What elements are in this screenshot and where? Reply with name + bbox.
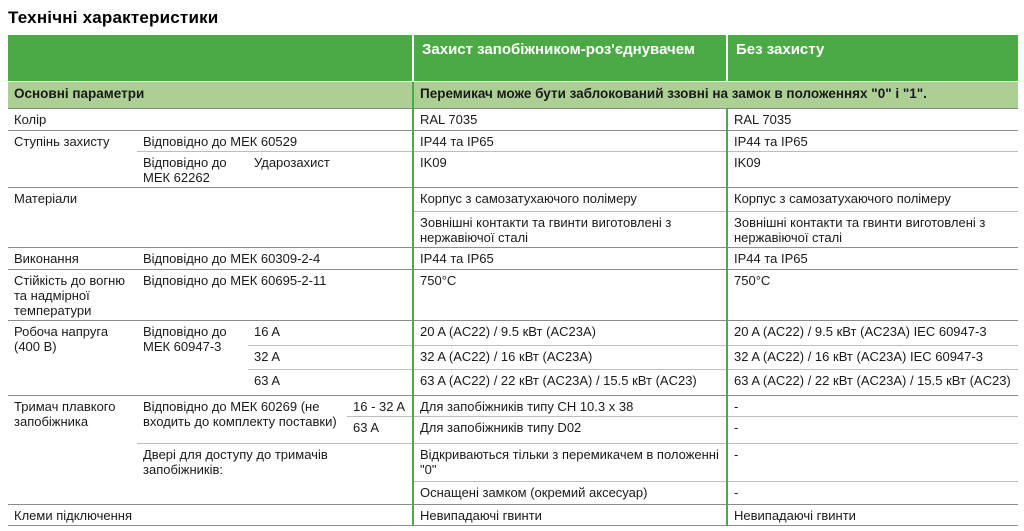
- cell-fuse-value: RAL 7035: [413, 108, 727, 130]
- table-row: [8, 269, 1018, 320]
- table-row: [8, 187, 1018, 211]
- cell-plain-value: Зовнішні контакти та гвинти виготовлені з нержавіючої сталі: [727, 211, 1018, 247]
- table-row: [8, 130, 1018, 151]
- cell-fuse-value: IK09: [413, 151, 727, 187]
- cell-param: Виконання: [8, 247, 137, 269]
- cell-fuse-value: 32 A (AC22) / 16 кВт (AC23A): [413, 345, 727, 369]
- cell-sub: 32 A: [248, 345, 413, 369]
- cell-standard: Відповідно до МЕК 60529: [137, 130, 413, 151]
- header-cell-plain-column: Без захисту: [727, 35, 1018, 81]
- cell-sub: 63 A: [248, 369, 413, 395]
- table-row: [8, 108, 1018, 130]
- cell-standard: Відповідно до МЕК 62262: [137, 151, 248, 187]
- table-header-row: [8, 35, 1018, 81]
- table-row: [8, 247, 1018, 269]
- cell-plain-value: 750°C: [727, 269, 1018, 320]
- cell-sub: 16 - 32 A: [347, 395, 413, 416]
- cell-plain-value: IK09: [727, 151, 1018, 187]
- cell-fuse-value: IP44 та IP65: [413, 130, 727, 151]
- cell-sub: 63 A: [347, 416, 413, 443]
- table-row: [8, 151, 1018, 187]
- cell-plain-value: 20 A (AC22) / 9.5 кВт (AC23A) IEC 60947-3: [727, 320, 1018, 345]
- cell-plain-value: Корпус з самозатухаючого полімеру: [727, 187, 1018, 211]
- cell-plain-value: Невипадаючі гвинти: [727, 504, 1018, 525]
- cell-standard: Відповідно до МЕК 60947-3: [137, 320, 248, 395]
- cell-param: Матеріали: [8, 187, 137, 247]
- cell-param: Ступінь захисту: [8, 130, 137, 187]
- cell-plain-value: -: [727, 395, 1018, 416]
- cell-fuse-value: Невипадаючі гвинти: [413, 504, 727, 525]
- cell-param: Тримач плавкого запобіжника: [8, 395, 137, 504]
- table-row: [8, 320, 1018, 345]
- cell-fuse-value: 63 A (AC22) / 22 кВт (AC23A) / 15.5 кВт (AC23): [413, 369, 727, 395]
- table-row: [8, 395, 1018, 416]
- cell-fuse-value: IP44 та IP65: [413, 247, 727, 269]
- cell-empty: [137, 187, 413, 247]
- cell-fuse-value: Корпус з самозатухаючого полімеру: [413, 187, 727, 211]
- cell-param: Стійкість до вогню та надмірної температури: [8, 269, 137, 320]
- header-cell-fuse-column: Захист запобіжником-роз'єднувачем: [413, 35, 727, 81]
- cell-plain-value: IP44 та IP65: [727, 130, 1018, 151]
- cell-standard: Відповідно до МЕК 60695-2-11: [137, 269, 413, 320]
- cell-param: Клеми підключення: [8, 504, 413, 525]
- cell-fuse-value: Відкриваються тільки з перемикачем в положенні "0": [413, 443, 727, 481]
- page-title: Технічні характеристики: [8, 8, 219, 27]
- cell-plain-value: 32 A (AC22) / 16 кВт (AC23A) IEC 60947-3: [727, 345, 1018, 369]
- params-band-note: Перемикач може бути заблокований ззовні на замок в положеннях "0" і "1".: [413, 81, 1018, 108]
- cell-fuse-value: Для запобіжників типу D02: [413, 416, 727, 443]
- cell-standard: Двері для доступу до тримачів запобіжників:: [137, 443, 413, 504]
- cell-standard: Відповідно до МЕК 60269 (не входить до комплекту поставки): [137, 395, 347, 443]
- cell-standard: Відповідно до МЕК 60309-2-4: [137, 247, 413, 269]
- params-band-row: [8, 81, 1018, 108]
- table-row: [8, 504, 1018, 525]
- cell-fuse-value: 750°C: [413, 269, 727, 320]
- spec-table: [8, 35, 1018, 526]
- cell-plain-value: -: [727, 416, 1018, 443]
- cell-plain-value: -: [727, 443, 1018, 481]
- cell-fuse-value: Для запобіжників типу CH 10.3 x 38: [413, 395, 727, 416]
- cell-sub: 16 A: [248, 320, 413, 345]
- cell-plain-value: -: [727, 481, 1018, 504]
- cell-plain-value: IP44 та IP65: [727, 247, 1018, 269]
- cell-param: Робоча напруга (400 В): [8, 320, 137, 395]
- cell-fuse-value: Зовнішні контакти та гвинти виготовлені з нержавіючої сталі: [413, 211, 727, 247]
- cell-fuse-value: Оснащені замком (окремий аксесуар): [413, 481, 727, 504]
- table-row: [8, 443, 1018, 481]
- cell-plain-value: 63 A (AC22) / 22 кВт (AC23A) / 15.5 кВт (AC23): [727, 369, 1018, 395]
- header-cell-empty: [8, 35, 413, 81]
- params-band-label: Основні параметри: [8, 81, 413, 108]
- cell-param: Колір: [8, 108, 413, 130]
- cell-fuse-value: 20 A (AC22) / 9.5 кВт (AC23A): [413, 320, 727, 345]
- cell-plain-value: RAL 7035: [727, 108, 1018, 130]
- cell-sub: Ударозахист: [248, 151, 413, 187]
